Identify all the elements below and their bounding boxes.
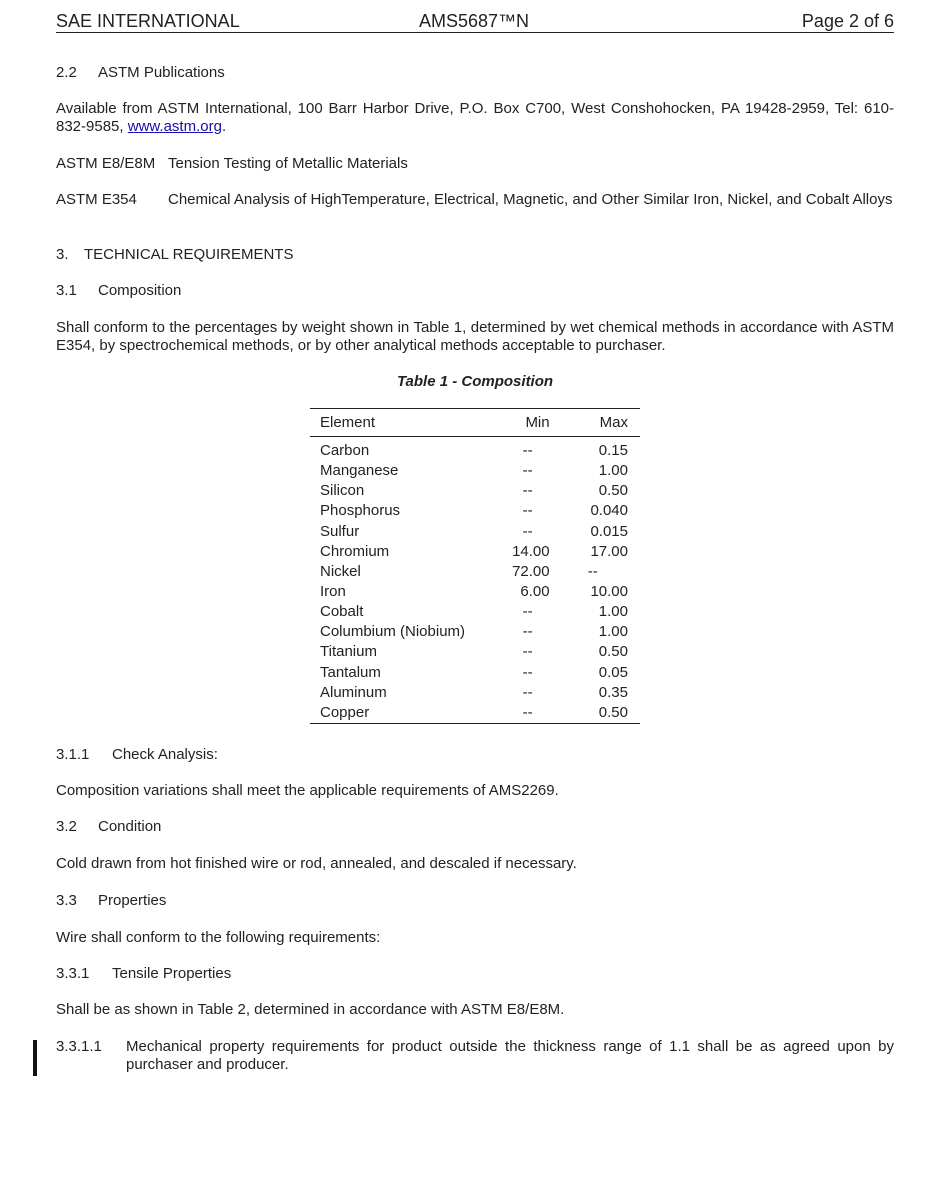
properties-paragraph: Wire shall conform to the following requirements:: [56, 929, 381, 946]
element-cell: Chromium: [320, 542, 390, 560]
table-row: [310, 582, 640, 602]
section-3-3-1-heading: [56, 965, 231, 983]
min-cell: --: [522, 603, 533, 621]
section-number: 3.1.1: [56, 746, 90, 763]
table-header-row: [310, 409, 640, 437]
composition-paragraph: Shall conform to the percentages by weight shown in Table 1, determined by wet chemical methods in accordance with ASTM E354, by spectrochemical methods, or by other analytical methods acceptable to purchaser.: [56, 319, 894, 354]
tensile-properties-paragraph: Shall be as shown in Table 2, determined in accordance with ASTM E8/E8M.: [56, 1001, 565, 1018]
max-cell: 0.05: [598, 663, 628, 681]
element-cell: Silicon: [320, 482, 365, 500]
element-cell: Tantalum: [320, 663, 381, 681]
min-cell: --: [478, 703, 550, 724]
element-cell: Cobalt: [320, 603, 364, 621]
section-3-3-1-1: [56, 1038, 894, 1074]
publisher-name: SAE INTERNATIONAL: [56, 11, 240, 31]
page-header: [56, 10, 894, 33]
min-cell: --: [522, 502, 533, 520]
max-cell: 10.00: [590, 583, 628, 601]
condition-paragraph: Cold drawn from hot finished wire or rod, annealed, and descaled if necessary.: [56, 855, 577, 872]
max-cell: 0.50: [598, 482, 628, 500]
max-cell: 0.50: [598, 643, 628, 661]
min-cell: --: [522, 462, 533, 480]
max-cell: 0.35: [598, 683, 628, 701]
element-cell: Titanium: [320, 643, 377, 661]
min-cell: 72.00: [512, 562, 550, 580]
max-cell: 1.00: [598, 462, 628, 480]
reference-astm-e8: [56, 155, 408, 173]
table-row: [310, 663, 640, 683]
element-cell: Aluminum: [320, 683, 387, 701]
table-row: [310, 683, 640, 703]
section-title: TECHNICAL REQUIREMENTS: [84, 246, 294, 263]
max-cell: 1.00: [598, 603, 628, 621]
reference-code: ASTM E8/E8M: [56, 155, 156, 172]
section-3-2-heading: [56, 818, 161, 836]
reference-astm-e354: [56, 191, 894, 209]
table-row: [310, 501, 640, 521]
element-cell: Manganese: [320, 462, 399, 480]
section-number: 3.3.1.1: [56, 1038, 102, 1055]
section-number: 3.3.1: [56, 965, 90, 982]
section-2-2-heading: [56, 64, 225, 82]
composition-table-body: [310, 437, 640, 724]
max-cell: 0.015: [590, 522, 628, 540]
section-number: 3.3: [56, 892, 77, 909]
page-number: Page 2 of 6: [801, 11, 894, 31]
section-3-1-1-heading: [56, 746, 218, 764]
table-row: [310, 622, 640, 642]
table-row: [310, 703, 640, 724]
section-number: 3.1: [56, 282, 77, 299]
section-3-3-heading: [56, 892, 166, 910]
min-cell: 6.00: [520, 583, 550, 601]
section-title: ASTM Publications: [98, 64, 225, 81]
max-cell: 0.50: [550, 703, 640, 724]
mechanical-requirements-paragraph: Mechanical property requirements for product outside the thickness range of 1.1 shall be as agreed upon by purchaser and producer.: [126, 1038, 894, 1073]
min-cell: --: [522, 683, 533, 701]
section-3-heading: [56, 246, 293, 264]
availability-period: .: [221, 118, 227, 135]
section-number: 3.: [56, 246, 69, 263]
header-element: Element: [310, 409, 478, 437]
table-row: [310, 542, 640, 562]
header-max: Max: [550, 409, 640, 437]
max-cell: 0.15: [598, 442, 628, 460]
revision-change-bar: [33, 1040, 37, 1076]
check-analysis-paragraph: Composition variations shall meet the applicable requirements of AMS2269.: [56, 782, 559, 799]
min-cell: --: [522, 522, 533, 540]
section-number: 3.2: [56, 818, 77, 835]
reference-code: ASTM E354: [56, 191, 137, 208]
element-cell: Columbium (Niobium): [320, 623, 466, 641]
table-row: [310, 562, 640, 582]
min-cell: --: [522, 643, 533, 661]
section-title: Condition: [98, 818, 162, 835]
section-title: Tensile Properties: [112, 965, 232, 982]
astm-availability-paragraph: [56, 100, 894, 136]
section-title: Properties: [98, 892, 167, 909]
table-row: [310, 437, 640, 462]
max-cell: 17.00: [590, 542, 628, 560]
header-min: Min: [478, 409, 550, 437]
table-1-title: Table 1 - Composition: [396, 373, 554, 390]
min-cell: --: [522, 663, 533, 681]
element-cell: Sulfur: [320, 522, 360, 540]
max-cell: --: [587, 562, 598, 580]
composition-table: [310, 408, 640, 724]
table-row: [310, 481, 640, 501]
table-row: [310, 461, 640, 481]
min-cell: --: [522, 482, 533, 500]
table-row: [310, 602, 640, 622]
section-title: Check Analysis:: [112, 746, 218, 763]
min-cell: 14.00: [512, 542, 550, 560]
reference-title: Tension Testing of Metallic Materials: [168, 155, 408, 172]
availability-text: Available from ASTM International, 100 Barr Harbor Drive, P.O. Box C700, West Conshohocken, PA 19428-2959, Tel: 610-832-9585,: [56, 100, 894, 135]
element-cell: Iron: [320, 583, 346, 601]
table-row: [310, 522, 640, 542]
section-3-1-heading: [56, 282, 181, 300]
section-number: 2.2: [56, 64, 77, 81]
element-cell: Copper: [310, 703, 478, 724]
max-cell: 0.040: [590, 502, 628, 520]
element-cell: Nickel: [320, 562, 361, 580]
table-row: [310, 642, 640, 662]
min-cell: --: [522, 442, 533, 460]
element-cell: Carbon: [320, 442, 370, 460]
element-cell: Phosphorus: [320, 502, 401, 520]
section-title: Composition: [98, 282, 182, 299]
reference-title: Chemical Analysis of HighTemperature, Electrical, Magnetic, and Other Similar Iron, Nickel, and Cobalt Alloys: [168, 191, 893, 208]
min-cell: --: [522, 623, 533, 641]
astm-website-link[interactable]: www.astm.org: [127, 118, 222, 135]
document-number: AMS5687™N: [419, 11, 530, 31]
max-cell: 1.00: [598, 623, 628, 641]
